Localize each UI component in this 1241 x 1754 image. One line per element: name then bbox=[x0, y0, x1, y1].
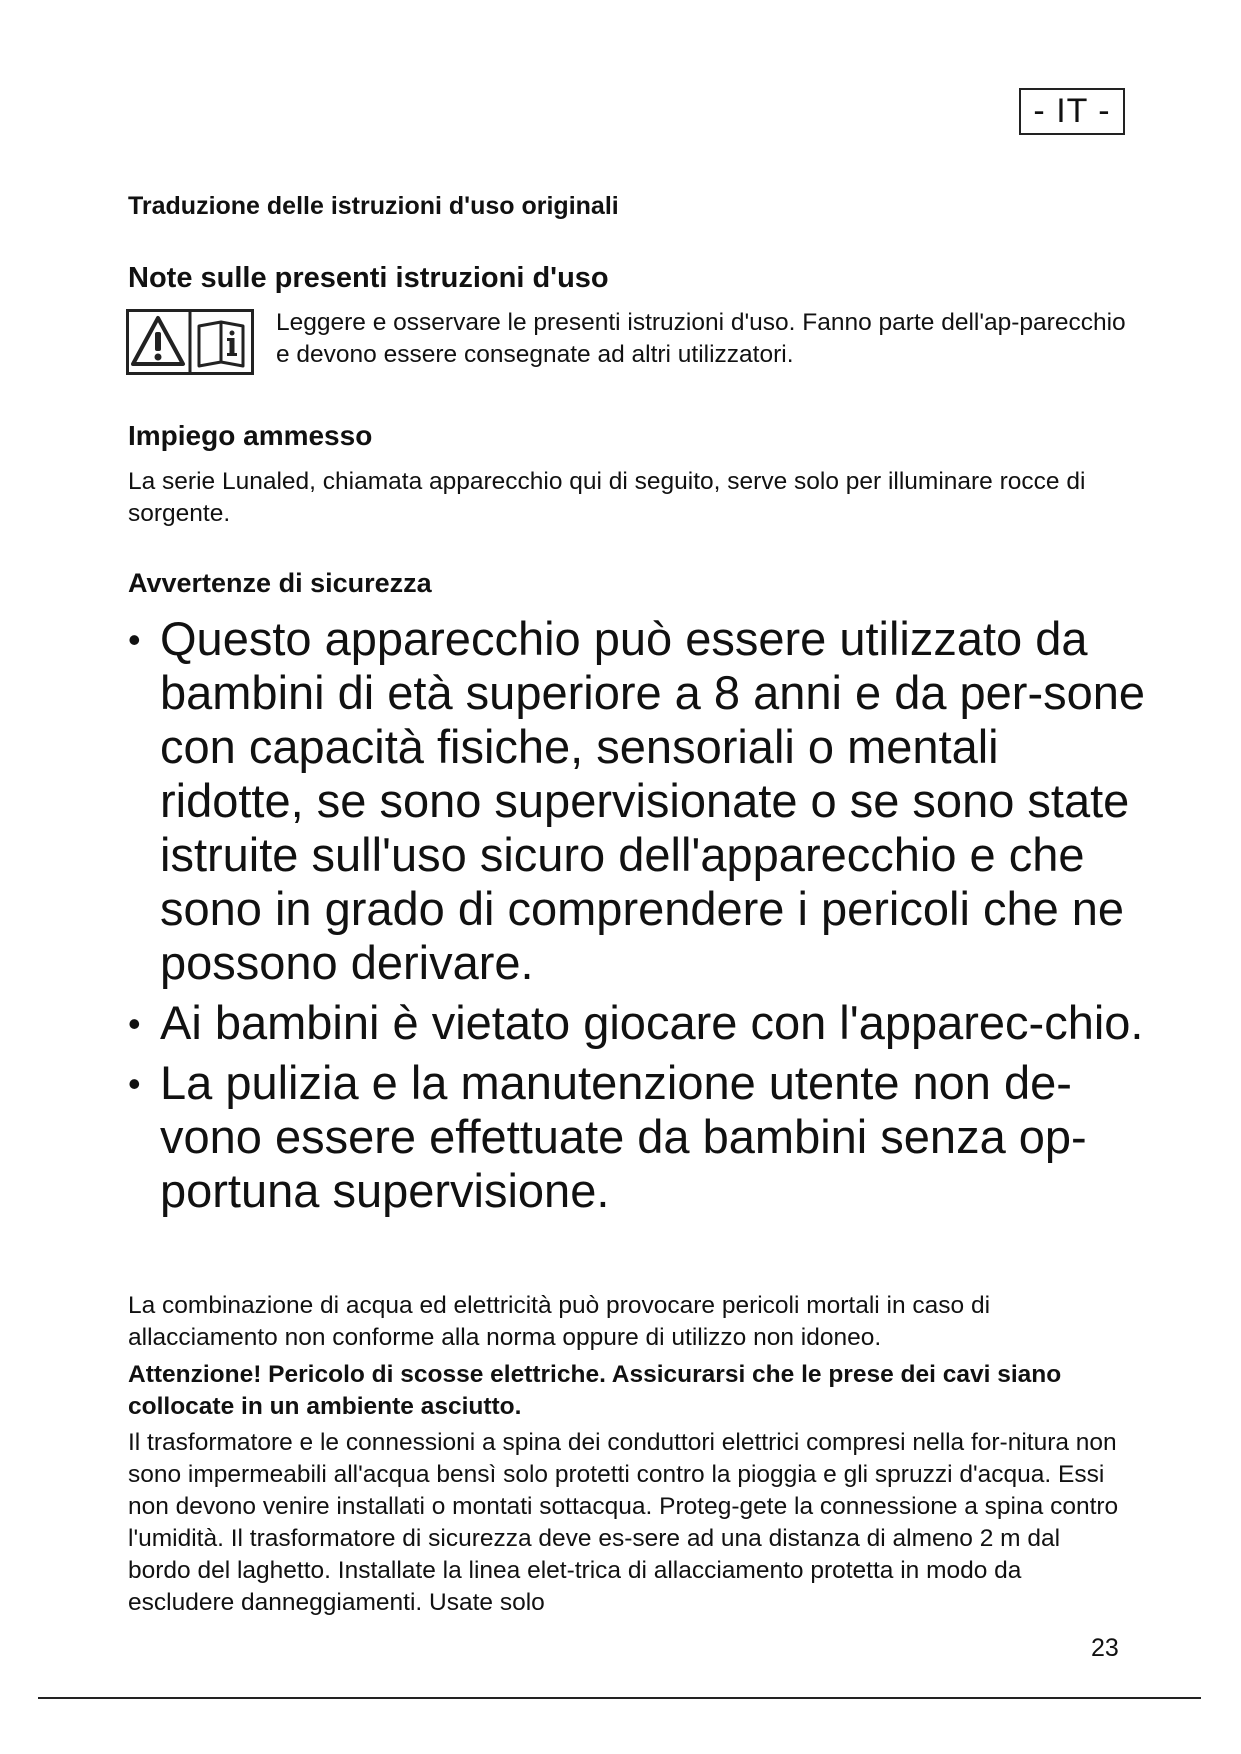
safety-paragraph-1: La combinazione di acqua ed elettricità può provocare pericoli mortali in caso di allacciamento non conforme alla norma oppure di utilizzo non idoneo. bbox=[128, 1292, 991, 1351]
footer-divider bbox=[38, 1697, 1201, 1699]
notes-heading: Note sulle presenti istruzioni d'uso bbox=[128, 262, 609, 294]
safety-bullet-2: • Ai bambini è vietato giocare con l'apparec-chio. bbox=[128, 996, 1148, 1050]
info-book-icon bbox=[199, 322, 243, 366]
safety-paragraph-2: Il trasformatore e le connessioni a spina dei conduttori elettrici compresi nella for-nitura non sono impermeabili all'acqua bensì solo protetti contro la pioggia e gli spruzzi d'acqua. Essi non devono venire installati o montati sottacqua. Proteg-gete la connessione a spina contro l'umidità. Il trasformatore di sicurezza deve es-sere ad una distanza di almeno 2 m dal bordo del laghetto. Installate la linea elet-trica di allacciamento protetta in modo da escludere danneggiamenti. Usate solo bbox=[128, 1429, 1119, 1616]
document-title: Traduzione delle istruzioni d'uso originali bbox=[128, 192, 619, 220]
safety-bullet-1: • Questo apparecchio può essere utilizzato da bambini di età superiore a 8 anni e da per-sone con capacità fisiche, sensoriali o mentali ridotte, se sono supervisionate o se sono state istruite sull'uso sicuro dell'apparecchio e che sono in grado di comprendere i pericoli che ne possono derivare. bbox=[128, 612, 1148, 990]
safety-heading: Avvertenze di sicurezza bbox=[128, 568, 432, 598]
language-tag: - IT - bbox=[1019, 88, 1125, 135]
intended-use-heading: Impiego ammesso bbox=[128, 420, 373, 451]
electric-shock-warning: Attenzione! Pericolo di scosse elettriche. Assicurarsi che le prese dei cavi siano collocate in un ambiente asciutto. bbox=[128, 1361, 1062, 1420]
warning-triangle-icon bbox=[133, 318, 183, 364]
notes-text: Leggere e osservare le presenti istruzioni d'uso. Fanno parte dell'ap-parecchio e devono essere consegnate ad altri utilizzatori. bbox=[276, 309, 1126, 368]
intended-use-text: La serie Lunaled, chiamata apparecchio qui di seguito, serve solo per illuminare rocce di sorgente. bbox=[128, 468, 1086, 527]
safety-bullet-list bbox=[128, 612, 1148, 1224]
page-number: 23 bbox=[1091, 1634, 1119, 1662]
safety-bullet-3: • La pulizia e la manutenzione utente non de-vono essere effettuate da bambini senza op-portuna supervisione. bbox=[128, 1056, 1148, 1218]
manual-icons bbox=[126, 309, 254, 375]
